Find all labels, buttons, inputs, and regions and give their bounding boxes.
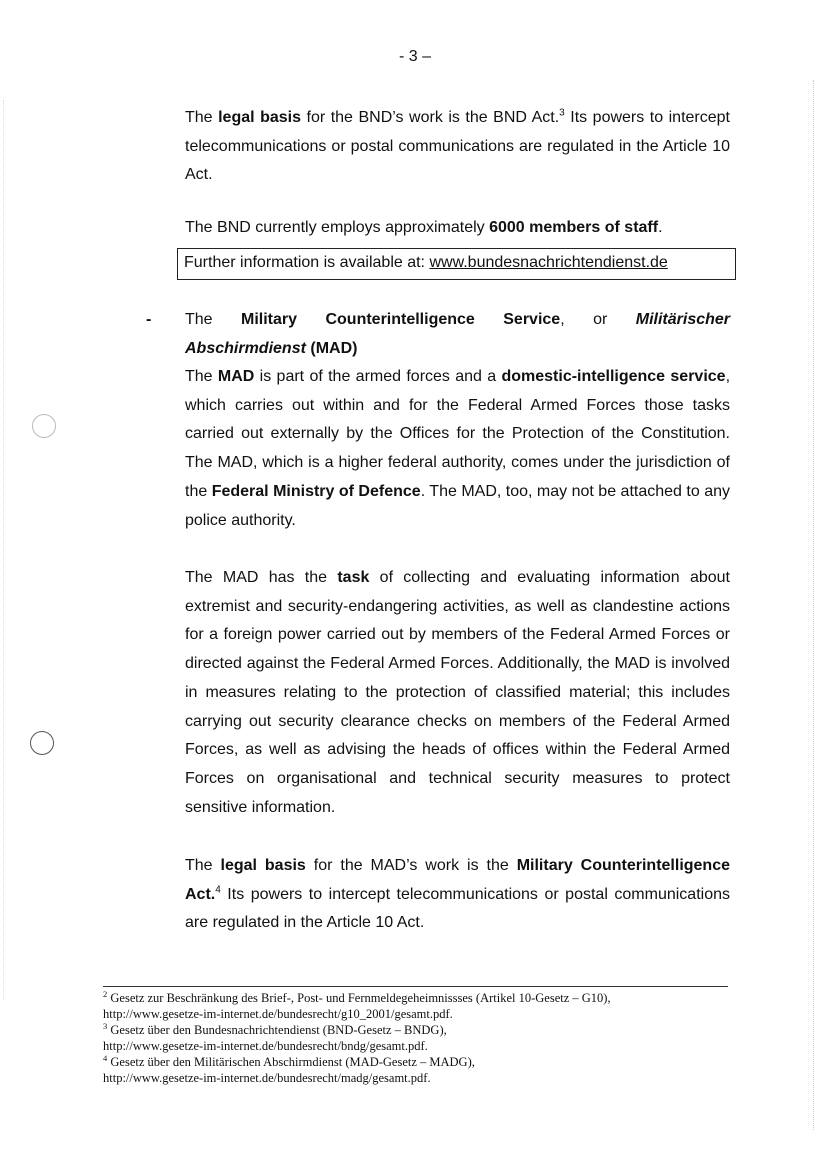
scan-edge-right bbox=[813, 80, 814, 1130]
mad-intro-paragraph bbox=[185, 363, 730, 535]
text-run: The bbox=[185, 857, 221, 874]
bold-term: 6000 members of staff bbox=[489, 219, 659, 236]
footnote-4-url[interactable]: http://www.gesetze-im-internet.de/bundesrecht/madg/gesamt.pdf. bbox=[103, 1071, 431, 1085]
bold-term: legal basis bbox=[218, 109, 301, 126]
text-run: , which carries out within and for the Federal Armed Forces those tasks carried out externally by the Offices for the Protection of the Constitution. The MAD, which is a higher federal authority, comes under the jurisdiction of the bbox=[185, 368, 731, 500]
mad-heading bbox=[185, 306, 730, 363]
text-run: for the MAD’s work is the bbox=[305, 857, 517, 874]
footnote-ref-4: 4 bbox=[215, 884, 221, 896]
bold-term: Military Counterintelligence Act. bbox=[185, 857, 731, 903]
text-run: , or bbox=[560, 311, 636, 328]
text-run: Its powers to intercept telecommunications or postal communications are regulated in the Article 10 Act. bbox=[185, 885, 730, 932]
text-run: . bbox=[658, 219, 663, 236]
bold-term: legal basis bbox=[220, 857, 306, 874]
text-run: The bbox=[185, 368, 218, 385]
text-run: The bbox=[185, 311, 242, 328]
footnote-number: 2 bbox=[103, 988, 108, 999]
text-run: is part of the armed forces and a bbox=[254, 368, 502, 385]
text-run: for the BND’s work is the BND Act. bbox=[301, 109, 560, 126]
text-run: . The MAD, too, may not be attached to any police authority. bbox=[185, 482, 730, 529]
bold-term: Federal Ministry of Defence bbox=[211, 482, 421, 500]
bold-term: domestic-intelligence service bbox=[501, 368, 726, 385]
bold-term: (MAD) bbox=[305, 339, 358, 357]
footnote-3-url[interactable]: http://www.gesetze-im-internet.de/bundesrecht/bndg/gesamt.pdf. bbox=[103, 1039, 428, 1053]
footnote-text: Gesetz über den Militärischen Abschirmdienst (MAD-Gesetz – MADG), bbox=[107, 1055, 475, 1069]
page-number: - 3 – bbox=[398, 48, 431, 65]
text-run: The bbox=[185, 109, 219, 126]
footnote-number: 3 bbox=[103, 1020, 108, 1031]
text-run: of collecting and evaluating information about extremist and security-endangering activities, as well as clandestine actions for a foreign power carried out by members of the Federal Armed Forces or directed against the Federal Armed Forces. Additionally, the MAD is involved in measures relating to the protection of classified material; this includes carrying out security clearance checks on members of the Federal Armed Forces, as well as advising the heads of offices within the Federal Armed Forces on organisational and technical security measures to protect sensitive information. bbox=[185, 569, 731, 816]
bold-term: Military Counterintelligence Service bbox=[241, 311, 561, 328]
further-info-box bbox=[177, 248, 736, 280]
footnote-text: Gesetz über den Bundesnachrichtendienst (BND-Gesetz – BNDG), bbox=[107, 1023, 447, 1037]
bold-italic-term: Militärischer Abschirmdienst bbox=[185, 311, 731, 357]
footnote-2-url[interactable]: http://www.gesetze-im-internet.de/bundesrecht/g10_2001/gesamt.pdf. bbox=[103, 1007, 453, 1021]
mad-task-paragraph bbox=[185, 564, 730, 822]
footnote-ref-3: 3 bbox=[559, 107, 565, 119]
info-text: Further information is available at: bbox=[184, 254, 430, 271]
bnd-legal-basis-paragraph bbox=[185, 104, 730, 190]
footnote-text: Gesetz zur Beschränkung des Brief-, Post- und Fernmeldegeheimnissses (Artikel 10-Gesetz – G10), bbox=[107, 991, 611, 1005]
footnote-3 bbox=[103, 1022, 743, 1038]
footnote-separator bbox=[103, 986, 728, 987]
footnote-number: 4 bbox=[103, 1052, 108, 1063]
footnote-4 bbox=[103, 1054, 743, 1070]
list-bullet: - bbox=[146, 311, 152, 328]
bold-term: MAD bbox=[217, 368, 255, 385]
bnd-website-link[interactable]: www.bundesnachrichtendienst.de bbox=[429, 254, 668, 271]
bnd-staff-paragraph bbox=[185, 214, 730, 243]
footnote-2 bbox=[103, 990, 743, 1006]
text-run: The MAD has the bbox=[185, 569, 338, 586]
footnotes bbox=[103, 990, 743, 1086]
text-run: The BND currently employs approximately bbox=[185, 219, 490, 236]
bold-term: task bbox=[337, 569, 370, 586]
text-run: Its powers to intercept telecommunications or postal communications are regulated in the Article 10 Act. bbox=[185, 109, 730, 184]
punch-hole-icon bbox=[30, 731, 54, 755]
mad-legal-basis-paragraph bbox=[185, 852, 730, 938]
scan-edge-left bbox=[3, 100, 4, 1000]
punch-hole-icon bbox=[32, 414, 56, 438]
